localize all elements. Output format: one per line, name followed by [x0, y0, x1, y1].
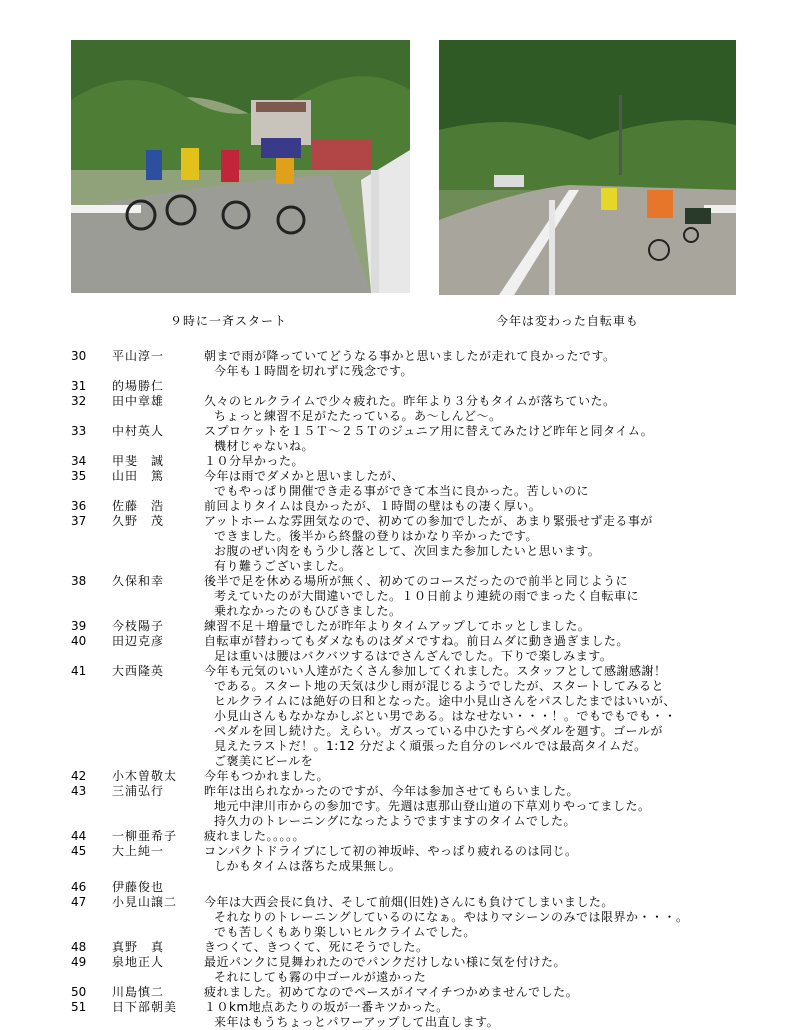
entry-comment [204, 454, 794, 469]
entry-comment [204, 499, 794, 514]
comment-line: 今年は雨でダメかと思いましたが、 [204, 469, 405, 483]
entry-number: 36 [71, 499, 87, 513]
entry-comment [204, 469, 794, 499]
entry-comment [204, 895, 794, 940]
entry-name: 大西隆英 [112, 664, 165, 678]
entry-comment [204, 844, 794, 874]
comment-line: 今年も１時間を切れずに残念です。 [214, 364, 414, 378]
comment-line: きつくて、きつくて、死にそうでした。 [204, 940, 429, 954]
entry-name: 大上純一 [112, 844, 165, 858]
entry-number: 39 [71, 619, 87, 633]
comment-line: 最近パンクに見舞われたのでパンクだけしない様に気を付けた。 [204, 955, 567, 969]
comment-line: しかもタイムは落ちた成果無し。 [214, 859, 402, 873]
entry-number: 47 [71, 895, 87, 909]
comment-line: 乗れなかったのもひびきました。 [214, 604, 402, 618]
list-item [0, 349, 794, 379]
list-item [0, 880, 794, 895]
entry-number: 43 [71, 784, 87, 798]
entry-comment [204, 349, 794, 379]
entry-number: 42 [71, 769, 87, 783]
entry-name: 的場勝仁 [112, 379, 165, 393]
caption-right: 今年は変わった自転車も [496, 314, 639, 328]
comment-line: 後半で足を休める場所が無く、初めてのコースだったので前半と同じように [204, 574, 629, 588]
entry-name: 伊藤俊也 [112, 880, 165, 894]
entry-name: 田中章雄 [112, 394, 165, 408]
comment-line: アットホームな雰囲気なので、初めての参加でしたが、あまり緊張せず走る事が [204, 514, 653, 528]
list-item [0, 499, 794, 514]
entry-number: 46 [71, 880, 87, 894]
list-item [0, 634, 794, 664]
entry-number: 40 [71, 634, 87, 648]
comment-line: 自転車が替わってもダメなものはダメですね。前日ムダに動き過ぎました。 [204, 634, 629, 648]
comment-line: 朝まで雨が降っていてどうなる事かと思いましたが走れて良かったです。 [204, 349, 616, 363]
list-item [0, 619, 794, 634]
comment-line: 見えたラストだ！。1:12 分だよく頑張った自分のレベルでは最高タイムだ。 [214, 739, 647, 753]
comment-line: ヒルクライムには絶好の日和となった。途中小見山さんをパスしたまではいいが、 [214, 694, 676, 708]
comment-line: 足は重いは腰はバクバツするはでさんざんでした。下りで楽しみます。 [214, 649, 613, 663]
entry-name: 泉地正人 [112, 955, 165, 969]
entry-comment [204, 769, 794, 784]
comment-line: １０km地点あたりの坂が一番キツかった。 [204, 1000, 449, 1014]
entry-number: 30 [71, 349, 87, 363]
list-item [0, 784, 794, 829]
entry-name: 佐藤 浩 [112, 499, 165, 513]
list-item [0, 955, 794, 985]
entry-name: 真野 真 [112, 940, 165, 954]
list-item [0, 574, 794, 619]
comment-line: それにしても霧の中ゴールが遠かった [214, 970, 427, 984]
list-item [0, 940, 794, 955]
entry-name: 小見山譲二 [112, 895, 178, 909]
comment-line: 有り難うございました。 [214, 559, 352, 573]
comment-line: お腹のぜい肉をもう少し落として、次回また参加したいと思います。 [214, 544, 601, 558]
entry-number: 31 [71, 379, 87, 393]
comment-line: それなりのトレーニングしているのになぁ。やはりマシーンのみでは限界か・・・。 [214, 910, 689, 924]
comment-line: スプロケットを１５Ｔ～２５Ｔのジュニア用に替えてみたけど昨年と同タイム。 [204, 424, 654, 438]
comment-line: 今年もつかれました。 [204, 769, 330, 783]
entry-comment [204, 379, 794, 394]
entry-name: 甲斐 誠 [112, 454, 165, 468]
comment-line: １０分早かった。 [204, 454, 305, 468]
comment-line: 久々のヒルクライムで少々疲れた。昨年より３分もタイムが落ちていた。 [204, 394, 616, 408]
comment-line: 昨年は出られなかったのですが、今年は参加させてもらいました。 [204, 784, 580, 798]
entry-number: 37 [71, 514, 87, 528]
comment-line: 今年は大西会長に負け、そして前畑(旧姓)さんにも負けてしまいました。 [204, 895, 614, 909]
comment-line: でも苦しくもあり楽しいヒルクライムでした。 [214, 925, 476, 939]
list-item [0, 424, 794, 454]
list-item [0, 379, 794, 394]
entry-comment [204, 394, 794, 424]
entry-number: 50 [71, 985, 87, 999]
entry-number: 38 [71, 574, 87, 588]
entry-name: 平山淳一 [112, 349, 165, 363]
entry-number: 33 [71, 424, 87, 438]
entry-number: 41 [71, 664, 87, 678]
comment-line: 来年はもうちょっとパワーアップして出直します。 [214, 1015, 500, 1029]
entry-comment [204, 784, 794, 829]
comment-line: コンパクトドライブにして初の神坂峠、やっぱり疲れるのは同じ。 [204, 844, 578, 858]
comment-line: でもやっぱり開催でき走る事ができて本当に良かった。苦しいのに [214, 484, 590, 498]
comment-line: 疲れました。初めてなのでペースがイマイチつかめませんでした。 [204, 985, 579, 999]
comment-line: 地元中津川市からの参加です。先週は恵那山登山道の下草刈りやってました。 [214, 799, 651, 813]
entry-comment [204, 514, 794, 574]
entry-number: 44 [71, 829, 87, 843]
comment-line: 今年も元気のいい人達がたくさん参加してくれました。スタッフとして感謝感謝！ [204, 664, 667, 678]
entry-name: 川島慎二 [112, 985, 165, 999]
entry-name: 山田 篤 [112, 469, 165, 483]
entry-number: 51 [71, 1000, 87, 1014]
list-item [0, 454, 794, 469]
comment-line: 前回よりタイムは良かったが、１時間の壁はもの凄く厚い。 [204, 499, 542, 513]
entry-number: 49 [71, 955, 87, 969]
comment-line: 疲れました。。。。。 [204, 829, 306, 843]
comment-line: 機材じゃないね。 [214, 439, 315, 453]
list-item [0, 394, 794, 424]
comment-line: できました。後半から終盤の登りはかなり辛かったです。 [214, 529, 539, 543]
entry-name: 中村英人 [112, 424, 165, 438]
list-item [0, 769, 794, 784]
entry-comment [204, 664, 794, 769]
entry-name: 三浦弘行 [112, 784, 165, 798]
comment-line: 練習不足＋増量でしたが昨年よりタイムアップしてホッとしました。 [204, 619, 591, 633]
list-item [0, 514, 794, 574]
entry-comment [204, 880, 794, 895]
comment-line: 考えていたのが大間違いでした。１０日前より連続の雨でまったく自転車に [214, 589, 640, 603]
entry-comment [204, 829, 794, 844]
entry-name: 一柳亜希子 [112, 829, 178, 843]
comment-line: ちょっと練習不足がたたっている。あ～しんど～。 [214, 409, 502, 423]
photo-unusual-bicycles [439, 40, 736, 295]
list-item [0, 664, 794, 769]
entry-number: 45 [71, 844, 87, 858]
entry-number: 48 [71, 940, 87, 954]
comment-line: 小見山さんもなかなかしぶとい男である。はなせない・・・！。でもでもでも・・ [214, 709, 677, 723]
entry-name: 久野 茂 [112, 514, 165, 528]
caption-left: ９時に一斉スタート [170, 314, 288, 328]
entry-comment [204, 985, 794, 1000]
list-item [0, 469, 794, 499]
entry-comment [204, 1000, 794, 1030]
entry-comment [204, 574, 794, 619]
comment-line: ご褒美にビールを [214, 754, 314, 768]
entry-comment [204, 424, 794, 454]
list-item [0, 844, 794, 874]
photo-mass-start [71, 40, 410, 293]
entry-number: 35 [71, 469, 87, 483]
comment-line: 持久力のトレーニングになったようでますますのタイムでした。 [214, 814, 577, 828]
entry-name: 久保和幸 [112, 574, 165, 588]
entry-name: 日下部朝美 [112, 1000, 178, 1014]
list-item [0, 829, 794, 844]
entry-number: 32 [71, 394, 87, 408]
entry-name: 小木曽敬太 [112, 769, 178, 783]
list-item [0, 1000, 794, 1030]
entry-name: 今枝陽子 [112, 619, 165, 633]
entry-comment [204, 940, 794, 955]
entry-number: 34 [71, 454, 87, 468]
entry-comment [204, 955, 794, 985]
list-item [0, 985, 794, 1000]
entry-comment [204, 634, 794, 664]
entry-comment [204, 619, 794, 634]
list-item [0, 895, 794, 940]
comment-line: ペダルを回し続けた。えらい。ガスっている中ひたすらペダルを廻す。ゴールが [214, 724, 663, 738]
comment-line: である。スタート地の天気は少し雨が混じるようでしたが、スタートしてみると [214, 679, 665, 693]
comment-list [0, 349, 794, 1030]
entry-name: 田辺克彦 [112, 634, 165, 648]
